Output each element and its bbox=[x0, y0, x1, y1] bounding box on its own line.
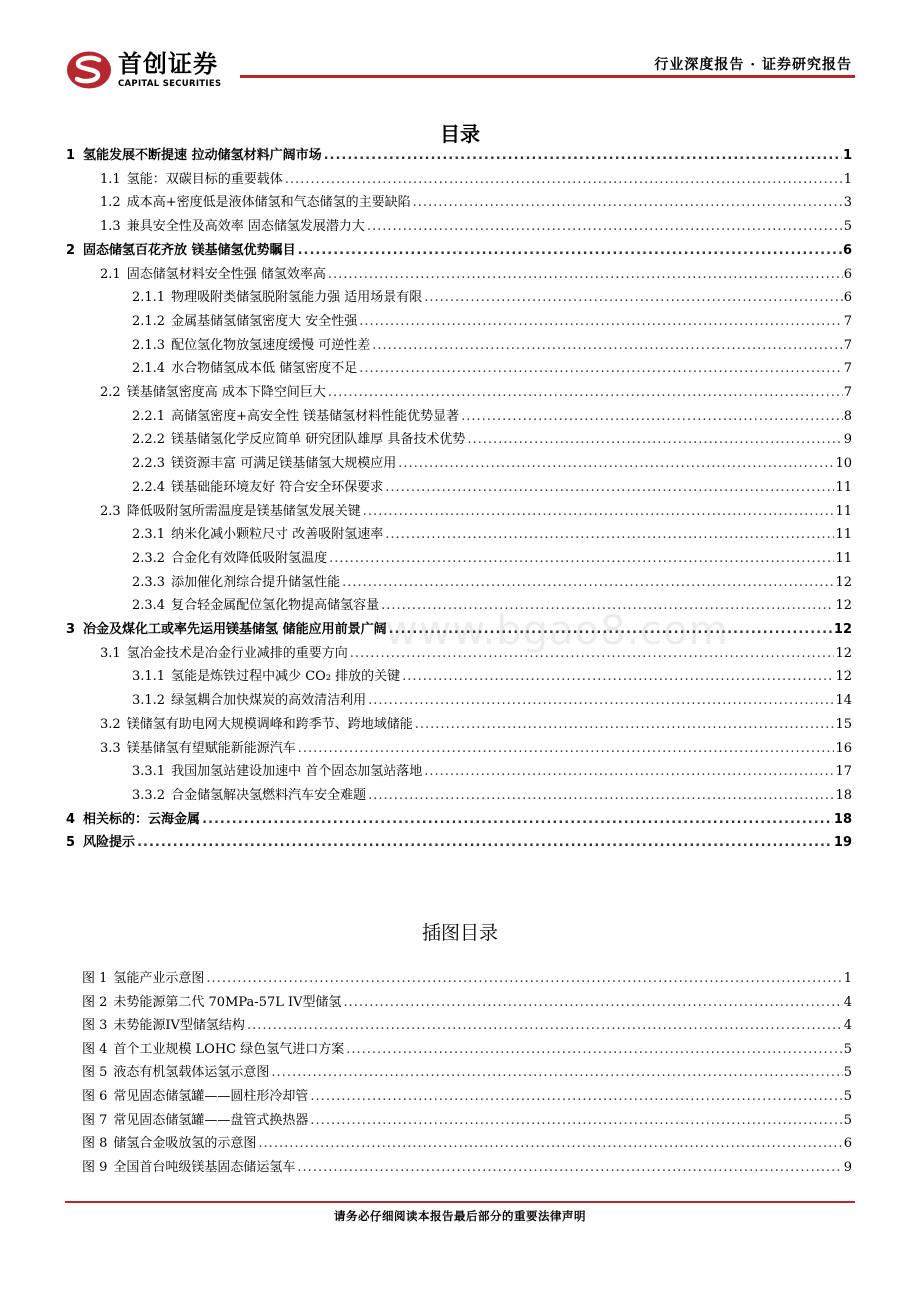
entry-number: 3.2 bbox=[100, 716, 121, 732]
dot-leader bbox=[367, 217, 843, 237]
entry-number: 1.2 bbox=[100, 195, 121, 211]
page-number: 12 bbox=[835, 669, 852, 685]
toc-entry[interactable] bbox=[132, 407, 852, 427]
dot-leader bbox=[206, 969, 842, 989]
toc-entry[interactable] bbox=[66, 241, 852, 261]
entry-number: 2.3.2 bbox=[132, 550, 166, 566]
entry-title: 氢能产业示意图 bbox=[113, 971, 205, 986]
toc-entry[interactable] bbox=[66, 146, 852, 166]
toc-entry[interactable] bbox=[132, 667, 852, 687]
entry-number: 图 9 bbox=[82, 1159, 108, 1175]
dot-leader bbox=[368, 691, 834, 711]
page-number: 11 bbox=[835, 479, 852, 495]
entry-title: 镁储氢有助电网大规模调峰和跨季节、跨地域储能 bbox=[126, 716, 413, 732]
legal-notice: 请务必仔细阅读本报告最后部分的重要法律声明 bbox=[334, 1209, 586, 1223]
page-number: 7 bbox=[843, 385, 852, 400]
entry-title: 兼具安全性及高效率 固态储氢发展潜力大 bbox=[126, 219, 365, 235]
entry-title: 未势能源第二代 70MPa-57L IV型储氢 bbox=[113, 994, 342, 1010]
toc-entry[interactable] bbox=[132, 549, 852, 569]
entry-title: 降低吸附氢所需温度是镁基储氢发展关键 bbox=[126, 503, 361, 519]
entry-number: 图 8 bbox=[82, 1136, 108, 1152]
page-number: 14 bbox=[835, 693, 852, 709]
report-type-label: 行业深度报告 · 证券研究报告 bbox=[654, 57, 852, 73]
entry-number: 2.1 bbox=[100, 266, 121, 282]
entry-title: 氢冶金技术是冶金行业减排的重要方向 bbox=[126, 645, 348, 661]
page-number: 10 bbox=[835, 456, 852, 472]
entry-title: 镁基储氢化学反应简单 研究团队雄厚 具备技术优势 bbox=[171, 432, 466, 448]
entry-title: 储氢合金吸放氢的示意图 bbox=[113, 1136, 257, 1152]
page-number: 7 bbox=[843, 313, 852, 329]
dot-leader bbox=[137, 833, 833, 853]
entry-number: 5 bbox=[66, 835, 76, 851]
toc-entry[interactable] bbox=[132, 525, 852, 545]
page-number: 19 bbox=[833, 835, 852, 851]
entry-title: 氢能：双碳目标的重要载体 bbox=[126, 171, 283, 187]
toc-entry[interactable] bbox=[132, 786, 852, 806]
dot-leader bbox=[368, 786, 834, 806]
entry-title: 未势能源IV型储氢结构 bbox=[113, 1018, 245, 1034]
entry-title: 全国首台吨级镁基固态储运氢车 bbox=[113, 1159, 296, 1175]
entry-title: 纳米化减小颗粒尺寸 改善吸附氢速率 bbox=[171, 527, 384, 543]
toc-entry[interactable] bbox=[132, 312, 852, 332]
page-number: 6 bbox=[843, 266, 852, 282]
toc-entry[interactable] bbox=[132, 288, 852, 308]
entry-title: 添加催化剂综合提升储氢性能 bbox=[171, 574, 341, 590]
entry-number: 图 6 bbox=[82, 1089, 108, 1104]
entry-title: 成本高+密度低是液体储氢和气态储氢的主要缺陷 bbox=[126, 195, 411, 211]
page-number: 4 bbox=[843, 1018, 852, 1034]
page-number: 3 bbox=[843, 195, 852, 211]
dot-leader bbox=[385, 525, 834, 545]
dot-leader bbox=[328, 265, 843, 285]
entry-number: 3.3.1 bbox=[132, 764, 166, 780]
entry-title: 常见固态储氢罐——圆柱形冷却管 bbox=[113, 1089, 309, 1104]
page-number: 4 bbox=[843, 994, 852, 1010]
page-number: 1 bbox=[842, 148, 852, 163]
entry-title: 氢能发展不断提速 拉动储氢材料广阔市场 bbox=[83, 148, 322, 163]
page-number: 6 bbox=[843, 1136, 852, 1152]
page-number: 9 bbox=[843, 1159, 852, 1175]
dot-leader bbox=[424, 762, 834, 782]
dot-leader bbox=[359, 359, 843, 379]
dot-leader bbox=[413, 193, 843, 213]
page-number: 1 bbox=[843, 971, 852, 986]
toc-entry[interactable] bbox=[82, 969, 852, 989]
toc-entry[interactable] bbox=[66, 833, 852, 853]
header-divider bbox=[240, 75, 855, 78]
entry-number: 2.1.2 bbox=[132, 313, 166, 329]
capital-securities-logo-icon bbox=[66, 50, 112, 90]
toc-entry[interactable] bbox=[100, 265, 852, 285]
entry-title: 物理吸附类储氢脱附氢能力强 适用场景有限 bbox=[171, 290, 423, 306]
dot-leader bbox=[424, 288, 843, 308]
dot-leader bbox=[359, 312, 843, 332]
toc-entry[interactable] bbox=[82, 1063, 852, 1083]
entry-number: 2.2.3 bbox=[132, 456, 166, 472]
entry-title: 合金储氢解决氢燃料汽车安全难题 bbox=[171, 787, 367, 803]
toc-entry[interactable] bbox=[82, 1134, 852, 1154]
page-number: 5 bbox=[843, 1065, 852, 1081]
entry-number: 2.2.1 bbox=[132, 408, 166, 424]
entry-title: 镁基储氢密度高 成本下降空间巨大 bbox=[126, 385, 326, 400]
dot-leader bbox=[363, 502, 835, 522]
entry-number: 2.1.1 bbox=[132, 290, 166, 306]
toc-entry[interactable] bbox=[82, 1040, 852, 1060]
toc-entry[interactable] bbox=[132, 573, 852, 593]
dot-leader bbox=[385, 478, 834, 498]
toc-entry[interactable] bbox=[100, 383, 852, 403]
entry-number: 3.1 bbox=[100, 645, 121, 661]
toc-entry[interactable] bbox=[132, 762, 852, 782]
page-header bbox=[0, 0, 920, 100]
page-number: 5 bbox=[843, 1112, 852, 1128]
watermark: www.bgao8.com bbox=[385, 608, 729, 654]
dot-leader bbox=[461, 407, 843, 427]
dot-leader bbox=[298, 739, 835, 759]
dot-leader bbox=[329, 549, 834, 569]
page-number: 7 bbox=[843, 337, 852, 353]
toc-entry[interactable] bbox=[132, 336, 852, 356]
entry-number: 4 bbox=[66, 811, 76, 827]
dot-leader bbox=[298, 241, 842, 261]
entry-title: 风险提示 bbox=[83, 835, 136, 851]
dot-leader bbox=[310, 1087, 842, 1107]
entry-number: 2.2 bbox=[100, 385, 121, 400]
entry-number: 2.2.2 bbox=[132, 432, 166, 448]
entry-number: 图 3 bbox=[82, 1018, 108, 1034]
toc-entry[interactable] bbox=[100, 502, 852, 522]
footer-divider bbox=[65, 1201, 855, 1203]
entry-title: 镁基储氢有望赋能新能源汽车 bbox=[126, 740, 296, 756]
entry-number: 图 1 bbox=[82, 971, 108, 986]
page-number: 12 bbox=[835, 645, 852, 661]
page-number: 5 bbox=[843, 219, 852, 235]
entry-title: 相关标的：云海金属 bbox=[83, 811, 201, 827]
entry-title: 液态有机氢载体运氢示意图 bbox=[113, 1065, 270, 1081]
dot-leader bbox=[398, 454, 834, 474]
page-number: 18 bbox=[833, 811, 852, 827]
page-number: 17 bbox=[835, 764, 852, 780]
toc-entry[interactable] bbox=[82, 1111, 852, 1131]
toc-entry[interactable] bbox=[132, 359, 852, 379]
dot-leader bbox=[310, 1111, 842, 1131]
toc-entry[interactable] bbox=[100, 217, 852, 237]
entry-title: 常见固态储氢罐——盘管式换热器 bbox=[113, 1112, 309, 1128]
brand-name-cn: 首创证券 bbox=[118, 50, 218, 78]
dot-leader bbox=[258, 1134, 842, 1154]
entry-number: 图 2 bbox=[82, 994, 108, 1010]
toc-title: 目录 bbox=[440, 122, 480, 146]
entry-number: 3.1.2 bbox=[132, 693, 166, 709]
entry-number: 2.3 bbox=[100, 503, 121, 519]
toc-entry[interactable] bbox=[100, 193, 852, 213]
entry-number: 3.3.2 bbox=[132, 787, 166, 803]
page-number: 15 bbox=[835, 716, 852, 732]
figure-list-title: 插图目录 bbox=[421, 922, 498, 944]
toc-entry[interactable] bbox=[100, 739, 852, 759]
entry-number: 图 7 bbox=[82, 1112, 108, 1128]
toc-entry[interactable] bbox=[66, 810, 852, 830]
entry-title: 固态储氢百花齐放 镁基储氢优势瞩目 bbox=[83, 242, 296, 258]
toc-entry[interactable] bbox=[100, 715, 852, 735]
entry-title: 镁基础能环境友好 符合安全环保要求 bbox=[171, 479, 384, 495]
entry-title: 镁资源丰富 可满足镁基储氢大规模应用 bbox=[171, 456, 397, 472]
entry-title: 水合物储氢成本低 储氢密度不足 bbox=[171, 361, 358, 377]
toc-entry[interactable] bbox=[82, 993, 852, 1013]
entry-number: 1.1 bbox=[100, 171, 121, 187]
dot-leader bbox=[328, 383, 843, 403]
page-number: 5 bbox=[843, 1041, 852, 1057]
dot-leader bbox=[324, 146, 842, 166]
entry-number: 2.1.3 bbox=[132, 337, 166, 353]
entry-number: 1.3 bbox=[100, 219, 121, 235]
entry-title: 冶金及煤化工或率先运用镁基储氢 储能应用前景广阔 bbox=[83, 622, 387, 637]
entry-number: 2 bbox=[66, 242, 76, 258]
toc-entry[interactable] bbox=[100, 170, 852, 190]
dot-leader bbox=[467, 430, 842, 450]
toc-entry[interactable] bbox=[132, 691, 852, 711]
toc-entry[interactable] bbox=[132, 430, 852, 450]
page-number: 18 bbox=[835, 787, 852, 803]
page-number: 9 bbox=[843, 432, 852, 448]
entry-number: 图 5 bbox=[82, 1065, 108, 1081]
entry-title: 固态储氢材料安全性强 储氢效率高 bbox=[126, 266, 326, 282]
dot-leader bbox=[372, 336, 843, 356]
page-number: 5 bbox=[843, 1089, 852, 1104]
entry-number: 3 bbox=[66, 622, 76, 637]
dot-leader bbox=[415, 715, 835, 735]
page-number: 12 bbox=[835, 574, 852, 590]
entry-title: 高储氢密度+高安全性 镁基储氢材料性能优势显著 bbox=[171, 408, 460, 424]
page-number: 11 bbox=[835, 550, 852, 566]
entry-number: 2.3.4 bbox=[132, 598, 166, 614]
entry-number: 2.3.1 bbox=[132, 527, 166, 543]
entry-title: 绿氢耦合加快煤炭的高效清洁利用 bbox=[171, 693, 367, 709]
page-number: 16 bbox=[835, 740, 852, 756]
toc-entry[interactable] bbox=[82, 1087, 852, 1107]
brand-name-en: CAPITAL SECURITIES bbox=[118, 79, 222, 89]
dot-leader bbox=[342, 573, 834, 593]
entry-title: 复合轻金属配位氢化物提高储氢容量 bbox=[171, 598, 380, 614]
dot-leader bbox=[297, 1158, 842, 1178]
dot-leader bbox=[346, 1040, 842, 1060]
dot-leader bbox=[247, 1016, 843, 1036]
entry-title: 金属基储氢储氢密度大 安全性强 bbox=[171, 313, 358, 329]
toc-entry[interactable] bbox=[82, 1158, 852, 1178]
entry-title: 合金化有效降低吸附氢温度 bbox=[171, 550, 328, 566]
entry-number: 2.2.4 bbox=[132, 479, 166, 495]
entry-number: 2.1.4 bbox=[132, 361, 166, 377]
entry-number: 图 4 bbox=[82, 1041, 108, 1057]
page-number: 8 bbox=[843, 408, 852, 424]
page-number: 6 bbox=[842, 242, 852, 258]
dot-leader bbox=[285, 170, 843, 190]
entry-title: 首个工业规模 LOHC 绿色氢气进口方案 bbox=[113, 1041, 345, 1057]
dot-leader bbox=[402, 667, 834, 687]
page-number: 6 bbox=[843, 290, 852, 306]
toc-entry[interactable] bbox=[132, 478, 852, 498]
page-number: 7 bbox=[843, 361, 852, 377]
dot-leader bbox=[271, 1063, 842, 1083]
entry-number: 1 bbox=[66, 148, 76, 163]
toc-entry[interactable] bbox=[132, 454, 852, 474]
page-number: 11 bbox=[835, 503, 852, 519]
page-number: 12 bbox=[835, 598, 852, 614]
page-number: 11 bbox=[835, 527, 852, 543]
page-number: 1 bbox=[843, 171, 852, 187]
entry-title: 配位氢化物放氢速度缓慢 可逆性差 bbox=[171, 337, 371, 353]
entry-title: 我国加氢站建设加速中 首个固态加氢站落地 bbox=[171, 764, 423, 780]
entry-number: 3.3 bbox=[100, 740, 121, 756]
dot-leader bbox=[344, 993, 843, 1013]
entry-number: 3.1.1 bbox=[132, 669, 166, 685]
entry-number: 2.3.3 bbox=[132, 574, 166, 590]
entry-title: 氢能是炼铁过程中减少 CO₂ 排放的关键 bbox=[171, 669, 401, 685]
toc-entry[interactable] bbox=[82, 1016, 852, 1036]
page-number: 12 bbox=[833, 622, 852, 637]
dot-leader bbox=[202, 810, 833, 830]
